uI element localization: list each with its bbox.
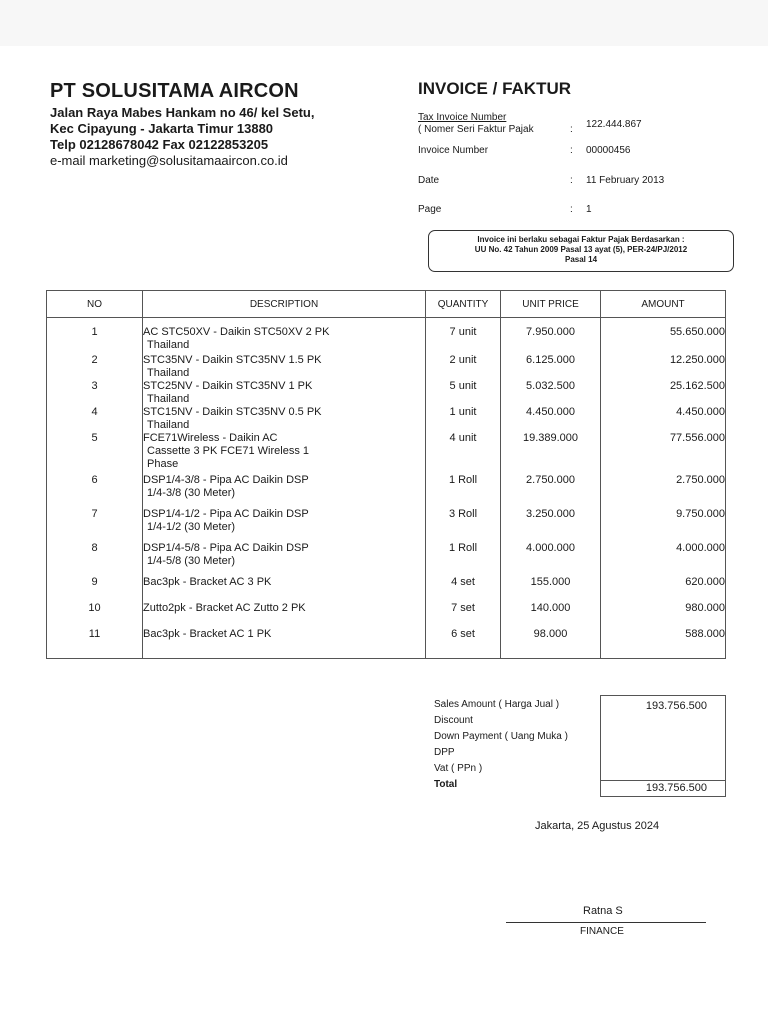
description-line: STC25NV - Daikin STC35NV 1 PK <box>143 380 313 392</box>
row-quantity: 1 Roll <box>426 542 501 576</box>
row-quantity: 4 unit <box>426 432 501 474</box>
row-quantity: 3 Roll <box>426 508 501 542</box>
dpp-label: DPP <box>434 747 455 758</box>
row-amount: 4.000.000 <box>601 542 726 576</box>
row-description <box>143 628 426 659</box>
row-description <box>143 406 426 432</box>
table-row <box>47 474 726 508</box>
row-quantity: 6 set <box>426 628 501 659</box>
down-payment-label: Down Payment ( Uang Muka ) <box>434 731 568 742</box>
header-description: DESCRIPTION <box>143 291 426 318</box>
row-number: 11 <box>47 628 143 659</box>
row-description <box>143 318 426 355</box>
page-top-band <box>0 0 768 46</box>
row-description <box>143 354 426 380</box>
signature-line <box>506 922 706 923</box>
description-line: Thailand <box>147 393 190 405</box>
description-line: Thailand <box>147 339 190 351</box>
table-row <box>47 406 726 432</box>
table-row <box>47 628 726 659</box>
row-description <box>143 474 426 508</box>
row-description <box>143 602 426 628</box>
row-unit-price: 3.250.000 <box>501 508 601 542</box>
row-number: 6 <box>47 474 143 508</box>
total-divider <box>601 780 725 781</box>
discount-label: Discount <box>434 715 473 726</box>
row-number: 8 <box>47 542 143 576</box>
row-unit-price: 155.000 <box>501 576 601 602</box>
row-number: 9 <box>47 576 143 602</box>
row-unit-price: 4.450.000 <box>501 406 601 432</box>
description-line: Bac3pk - Bracket AC 3 PK <box>143 576 272 588</box>
row-unit-price: 6.125.000 <box>501 354 601 380</box>
row-amount: 9.750.000 <box>601 508 726 542</box>
row-description <box>143 576 426 602</box>
row-amount: 12.250.000 <box>601 354 726 380</box>
row-description <box>143 380 426 406</box>
description-line: Thailand <box>147 419 190 431</box>
description-line: STC15NV - Daikin STC35NV 0.5 PK <box>143 406 322 418</box>
invoice-number-label: Invoice Number <box>418 145 489 156</box>
company-phone-fax: Telp 02128678042 Fax 02122853205 <box>50 137 269 152</box>
row-unit-price: 4.000.000 <box>501 542 601 576</box>
date-value: 11 February 2013 <box>586 175 665 186</box>
row-unit-price: 2.750.000 <box>501 474 601 508</box>
table-row <box>47 380 726 406</box>
company-header <box>50 80 314 169</box>
summary-labels <box>434 697 568 793</box>
invoice-title: INVOICE / FAKTUR <box>418 79 572 98</box>
row-unit-price: 140.000 <box>501 602 601 628</box>
description-line: 1/4-5/8 (30 Meter) <box>147 555 236 567</box>
row-description <box>143 542 426 576</box>
tax-number-value: 122.444.867 <box>586 119 642 130</box>
page-value: 1 <box>586 204 592 215</box>
table-row <box>47 576 726 602</box>
table-row <box>47 354 726 380</box>
table-row <box>47 602 726 628</box>
row-number: 10 <box>47 602 143 628</box>
row-description <box>143 508 426 542</box>
description-line: AC STC50XV - Daikin STC50XV 2 PK <box>143 326 330 338</box>
row-quantity: 7 unit <box>426 318 501 355</box>
total-label: Total <box>434 779 458 790</box>
tax-number-sublabel: ( Nomer Seri Faktur Pajak <box>418 124 534 135</box>
company-email: e-mail marketing@solusitamaaircon.co.id <box>50 153 288 168</box>
table-row <box>47 508 726 542</box>
description-line: Thailand <box>147 367 190 379</box>
row-quantity: 5 unit <box>426 380 501 406</box>
row-unit-price: 5.032.500 <box>501 380 601 406</box>
row-quantity: 4 set <box>426 576 501 602</box>
row-number: 3 <box>47 380 143 406</box>
row-number: 1 <box>47 318 143 355</box>
signer-name: Ratna S <box>583 905 623 917</box>
row-unit-price: 19.389.000 <box>501 432 601 474</box>
sales-amount-label: Sales Amount ( Harga Jual ) <box>434 699 560 710</box>
colon: : <box>570 145 573 156</box>
description-line: DSP1/4-3/8 - Pipa AC Daikin DSP <box>143 474 309 486</box>
company-address-line1: Jalan Raya Mabes Hankam no 46/ kel Setu, <box>50 105 315 120</box>
header-no: NO <box>47 291 143 318</box>
total-value: 193.756.500 <box>645 782 707 794</box>
signer-role: FINANCE <box>580 926 624 937</box>
row-number: 2 <box>47 354 143 380</box>
place-date: Jakarta, 25 Agustus 2024 <box>535 820 660 832</box>
description-line: 1/4-3/8 (30 Meter) <box>147 487 236 499</box>
date-label: Date <box>418 175 440 186</box>
row-unit-price: 7.950.000 <box>501 318 601 355</box>
description-line: DSP1/4-1/2 - Pipa AC Daikin DSP <box>143 508 309 520</box>
description-line: 1/4-1/2 (30 Meter) <box>147 521 236 533</box>
company-name: PT SOLUSITAMA AIRCON <box>50 80 299 102</box>
sales-amount-value: 193.756.500 <box>645 700 707 712</box>
row-number: 5 <box>47 432 143 474</box>
colon: : <box>570 124 573 135</box>
row-quantity: 7 set <box>426 602 501 628</box>
row-number: 7 <box>47 508 143 542</box>
invoice-number-value: 00000456 <box>586 145 631 156</box>
header-quantity: QUANTITY <box>426 291 501 318</box>
company-address-line2: Kec Cipayung - Jakarta Timur 13880 <box>50 121 274 136</box>
row-unit-price: 98.000 <box>501 628 601 659</box>
notice-line2: UU No. 42 Tahun 2009 Pasal 13 ayat (5), PER-24/PJ/2012 <box>474 245 688 254</box>
description-line: Bac3pk - Bracket AC 1 PK <box>143 628 272 640</box>
row-quantity: 2 unit <box>426 354 501 380</box>
row-number: 4 <box>47 406 143 432</box>
description-line: Cassette 3 PK FCE71 Wireless 1 <box>147 445 310 457</box>
header-unit-price: UNIT PRICE <box>501 291 601 318</box>
row-amount: 4.450.000 <box>601 406 726 432</box>
row-quantity: 1 Roll <box>426 474 501 508</box>
vat-label: Vat ( PPn ) <box>434 763 483 774</box>
summary-values-box <box>600 695 726 797</box>
row-quantity: 1 unit <box>426 406 501 432</box>
description-line: FCE71Wireless - Daikin AC <box>143 432 278 444</box>
page-label: Page <box>418 204 442 215</box>
description-line: DSP1/4-5/8 - Pipa AC Daikin DSP <box>143 542 309 554</box>
notice-line3: Pasal 14 <box>564 255 598 264</box>
notice-line1: Invoice ini berlaku sebagai Faktur Pajak Berdasarkan : <box>477 235 685 244</box>
row-amount: 980.000 <box>601 602 726 628</box>
description-line: Phase <box>147 458 179 470</box>
tax-notice-box <box>428 230 734 272</box>
row-amount: 2.750.000 <box>601 474 726 508</box>
colon: : <box>570 175 573 186</box>
colon: : <box>570 204 573 215</box>
row-amount: 588.000 <box>601 628 726 659</box>
table-row <box>47 318 726 355</box>
description-line: Zutto2pk - Bracket AC Zutto 2 PK <box>143 602 306 614</box>
header-amount: AMOUNT <box>601 291 726 318</box>
description-line: STC35NV - Daikin STC35NV 1.5 PK <box>143 354 322 366</box>
table-row <box>47 542 726 576</box>
row-amount: 620.000 <box>601 576 726 602</box>
row-amount: 25.162.500 <box>601 380 726 406</box>
row-amount: 77.556.000 <box>601 432 726 474</box>
tax-number-label: Tax Invoice Number <box>418 112 507 123</box>
row-amount: 55.650.000 <box>601 318 726 355</box>
table-header-row <box>47 291 726 318</box>
table-row <box>47 432 726 474</box>
items-table <box>46 290 726 659</box>
row-description <box>143 432 426 474</box>
